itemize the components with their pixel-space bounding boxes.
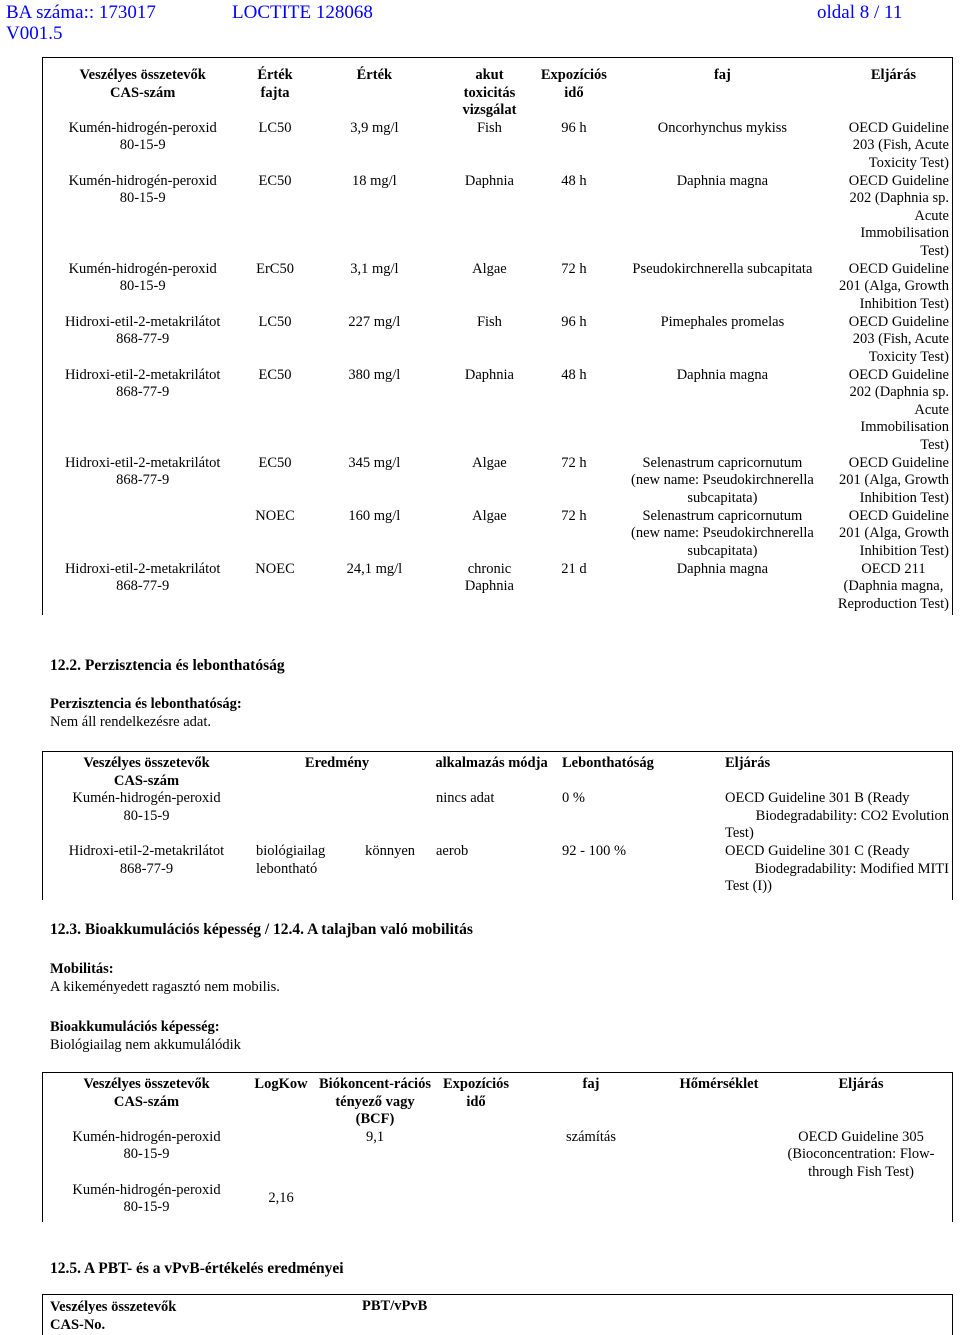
header-result: Eredmény	[304, 755, 370, 771]
row-time: 96 h	[561, 119, 587, 136]
table-row	[43, 843, 952, 896]
row-value: 227 mg/l	[348, 313, 401, 330]
page-number: oldal 8 / 11	[817, 2, 903, 23]
row-component: Kumén-hidrogén-peroxid 80-15-9	[72, 790, 221, 824]
row-value: 3,9 mg/l	[350, 119, 399, 136]
row-application: nincs adat	[436, 790, 495, 806]
row-type: NOEC	[255, 507, 295, 524]
header-temperature: Hőmérséklet	[679, 1076, 759, 1092]
section-12-3-heading: 12.3. Bioakkumulációs képesség / 12.4. A talajban való mobilitás	[50, 921, 473, 938]
table-row	[43, 120, 952, 173]
bioacc-table-right-border	[952, 1072, 953, 1222]
persistence-subheading: Perzisztencia és lebonthatóság:	[50, 696, 242, 712]
header-application: alkalmazás módja	[435, 755, 548, 771]
row-type: EC50	[258, 172, 292, 189]
row-bcf: 9,1	[365, 1128, 385, 1145]
row-species: Selenastrum capricornutum (new name: Pseudokirchnerella subcapitata)	[631, 507, 814, 559]
row-time: 48 h	[561, 172, 587, 189]
row-type: LC50	[258, 313, 292, 330]
row-bcf	[312, 1182, 438, 1217]
row-type: NOEC	[255, 560, 295, 577]
table-row	[43, 314, 952, 367]
row-method: OECD Guideline 305 (Bioconcentration: Flow- through Fish Test)	[787, 1128, 935, 1180]
header-species: faj	[582, 1076, 600, 1092]
row-method	[770, 1182, 952, 1217]
row-test: Daphnia	[464, 366, 514, 383]
mobility-text: A kikeményedett ragasztó nem mobilis.	[50, 979, 280, 995]
header-species: faj	[713, 67, 731, 83]
row-temperature	[668, 1182, 770, 1217]
toxicity-table-header	[43, 67, 952, 120]
toxicity-table-right-border	[952, 57, 953, 615]
row-temperature	[668, 1129, 770, 1182]
degradation-table-header	[43, 755, 952, 790]
row-method: OECD Guideline 203 (Fish, Acute Toxicity Test)	[848, 119, 949, 171]
header-exposure: Expozíciós idő	[442, 1076, 510, 1110]
row-value: 380 mg/l	[348, 366, 401, 383]
row-method: OECD 211 (Daphnia magna, Reproduction Test)	[837, 560, 949, 612]
pbt-table-left-border	[42, 1294, 43, 1335]
row-species: Selenastrum capricornutum (new name: Pseudokirchnerella subcapitata)	[631, 454, 814, 506]
table-row	[43, 1129, 952, 1182]
header-component: Veszélyes összetevők CAS-szám	[83, 755, 210, 789]
row-species: Daphnia magna	[676, 560, 769, 577]
header-method: Eljárás	[870, 67, 916, 83]
header-degradability: Lebonthatóság	[562, 755, 654, 771]
section-12-2-heading: 12.2. Perzisztencia és lebonthatóság	[50, 657, 285, 674]
row-component: Kumén-hidrogén-peroxid 80-15-9	[72, 1181, 221, 1215]
degradation-table-top-border	[42, 751, 953, 752]
section-12-5-heading: 12.5. A PBT- és a vPvB-értékelés eredményei	[50, 1260, 344, 1277]
table-row	[43, 1182, 952, 1217]
row-time: 72 h	[561, 260, 587, 277]
row-time: 72 h	[561, 507, 587, 524]
row-component: Hidroxi-etil-2-metakrilátot 868-77-9	[64, 560, 221, 594]
row-test: Fish	[476, 119, 502, 136]
row-type: LC50	[258, 119, 292, 136]
row-result: biológiailag könnyen lebontható	[256, 843, 415, 877]
row-logkow: 2,16	[268, 1190, 294, 1207]
table-row	[43, 790, 952, 843]
row-species: Daphnia magna	[676, 172, 769, 189]
pbt-table-top-border	[42, 1294, 953, 1295]
row-component: Kumén-hidrogén-peroxid 80-15-9	[72, 1128, 221, 1162]
row-method: OECD Guideline 301 C (Ready Biodegradability: Modified MITI Test (I))	[725, 843, 949, 894]
row-exposure	[438, 1129, 514, 1182]
bioacc-table-header	[43, 1076, 952, 1129]
row-method: OECD Guideline 202 (Daphnia sp. Acute Immobilisation Test)	[848, 366, 949, 453]
row-component: Kumén-hidrogén-peroxid 80-15-9	[68, 260, 217, 294]
row-time: 21 d	[561, 560, 587, 577]
row-degradability: 92 - 100 %	[562, 843, 627, 859]
bioacc-table-top-border	[42, 1072, 953, 1073]
pbt-table-right-border	[952, 1294, 953, 1335]
row-method: OECD Guideline 203 (Fish, Acute Toxicity Test)	[848, 313, 949, 365]
row-component: Hidroxi-etil-2-metakrilátot 868-77-9	[64, 454, 221, 488]
toxicity-table	[43, 67, 952, 614]
row-time: 48 h	[561, 366, 587, 383]
row-test: Algae	[472, 260, 507, 277]
row-method: OECD Guideline 201 (Alga, Growth Inhibition Test)	[839, 454, 949, 506]
row-result	[250, 790, 424, 843]
table-row	[43, 173, 952, 261]
row-type: ErC50	[256, 260, 294, 277]
row-logkow	[250, 1129, 312, 1182]
header-component: Veszélyes összetevők CAS-szám	[83, 1076, 210, 1110]
row-species: Pseudokirchnerella subcapitata	[632, 260, 813, 277]
row-method: OECD Guideline 201 (Alga, Growth Inhibition Test)	[839, 507, 949, 559]
row-component	[43, 508, 242, 561]
mobility-heading: Mobilitás:	[50, 961, 114, 977]
row-component: Hidroxi-etil-2-metakrilátot 868-77-9	[64, 366, 221, 400]
row-test: Algae	[472, 454, 507, 471]
row-component: Hidroxi-etil-2-metakrilátot 868-77-9	[64, 313, 221, 347]
header-logkow: LogKow	[254, 1076, 308, 1092]
header-value-type: Érték fajta	[257, 67, 293, 101]
row-method: OECD Guideline 201 (Alga, Growth Inhibition Test)	[839, 260, 949, 312]
row-test: Algae	[472, 507, 507, 524]
version-number: V001.5	[6, 23, 63, 44]
page-header	[0, 0, 960, 48]
table-row	[43, 455, 952, 508]
row-species	[514, 1182, 668, 1217]
table-row	[43, 367, 952, 455]
toxicity-table-top-border	[42, 57, 953, 58]
row-value: 160 mg/l	[348, 507, 401, 524]
row-test: chronic Daphnia	[464, 560, 514, 594]
row-application: aerob	[436, 843, 469, 859]
row-time: 96 h	[561, 313, 587, 330]
row-method: OECD Guideline 301 B (Ready Biodegradability: CO2 Evolution Test)	[725, 790, 949, 841]
row-test: Fish	[476, 313, 502, 330]
product-name: LOCTITE 128068	[232, 2, 373, 23]
table-row	[43, 561, 952, 614]
row-value: 24,1 mg/l	[346, 560, 403, 577]
degradation-table	[43, 755, 952, 896]
row-species: Oncorhynchus mykiss	[657, 119, 788, 136]
degradation-table-right-border	[952, 751, 953, 900]
header-acute-test: akut toxicitás vizsgálat	[462, 67, 517, 118]
row-test: Daphnia	[464, 172, 514, 189]
bioaccumulation-text: Biológiailag nem akkumulálódik	[50, 1037, 241, 1053]
table-row	[43, 261, 952, 314]
row-species: Daphnia magna	[676, 366, 769, 383]
row-type: EC50	[258, 366, 292, 383]
pbt-header-component: Veszélyes összetevők CAS-No.	[50, 1299, 177, 1333]
row-component: Hidroxi-etil-2-metakrilátot 868-77-9	[68, 843, 225, 877]
header-component: Veszélyes összetevők CAS-szám	[79, 67, 206, 101]
header-exposure: Expozíciós idő	[540, 67, 607, 101]
header-method: Eljárás	[838, 1076, 884, 1092]
header-method: Eljárás	[725, 755, 771, 771]
row-method: OECD Guideline 202 (Daphnia sp. Acute Immobilisation Test)	[848, 172, 949, 259]
row-time: 72 h	[561, 454, 587, 471]
document-number: BA száma:: 173017	[6, 2, 156, 23]
bioaccumulation-heading: Bioakkumulációs képesség:	[50, 1019, 220, 1035]
row-value: 345 mg/l	[348, 454, 401, 471]
row-value: 3,1 mg/l	[350, 260, 399, 277]
header-value: Érték	[356, 67, 393, 83]
row-species: számítás	[566, 1128, 616, 1145]
row-type: EC50	[258, 454, 292, 471]
row-component: Kumén-hidrogén-peroxid 80-15-9	[68, 119, 217, 153]
row-exposure	[438, 1182, 514, 1217]
row-value: 18 mg/l	[352, 172, 397, 189]
pbt-header-pbt-vpvb: PBT/vPvB	[362, 1298, 428, 1314]
header-bcf: Biókoncent-rációs tényező vagy (BCF)	[319, 1076, 431, 1127]
bioacc-table	[43, 1076, 952, 1217]
table-row	[43, 508, 952, 561]
row-component: Kumén-hidrogén-peroxid 80-15-9	[68, 172, 217, 206]
row-species: Pimephales promelas	[660, 313, 785, 330]
row-degradability: 0 %	[562, 790, 585, 806]
persistence-text: Nem áll rendelkezésre adat.	[50, 714, 212, 730]
